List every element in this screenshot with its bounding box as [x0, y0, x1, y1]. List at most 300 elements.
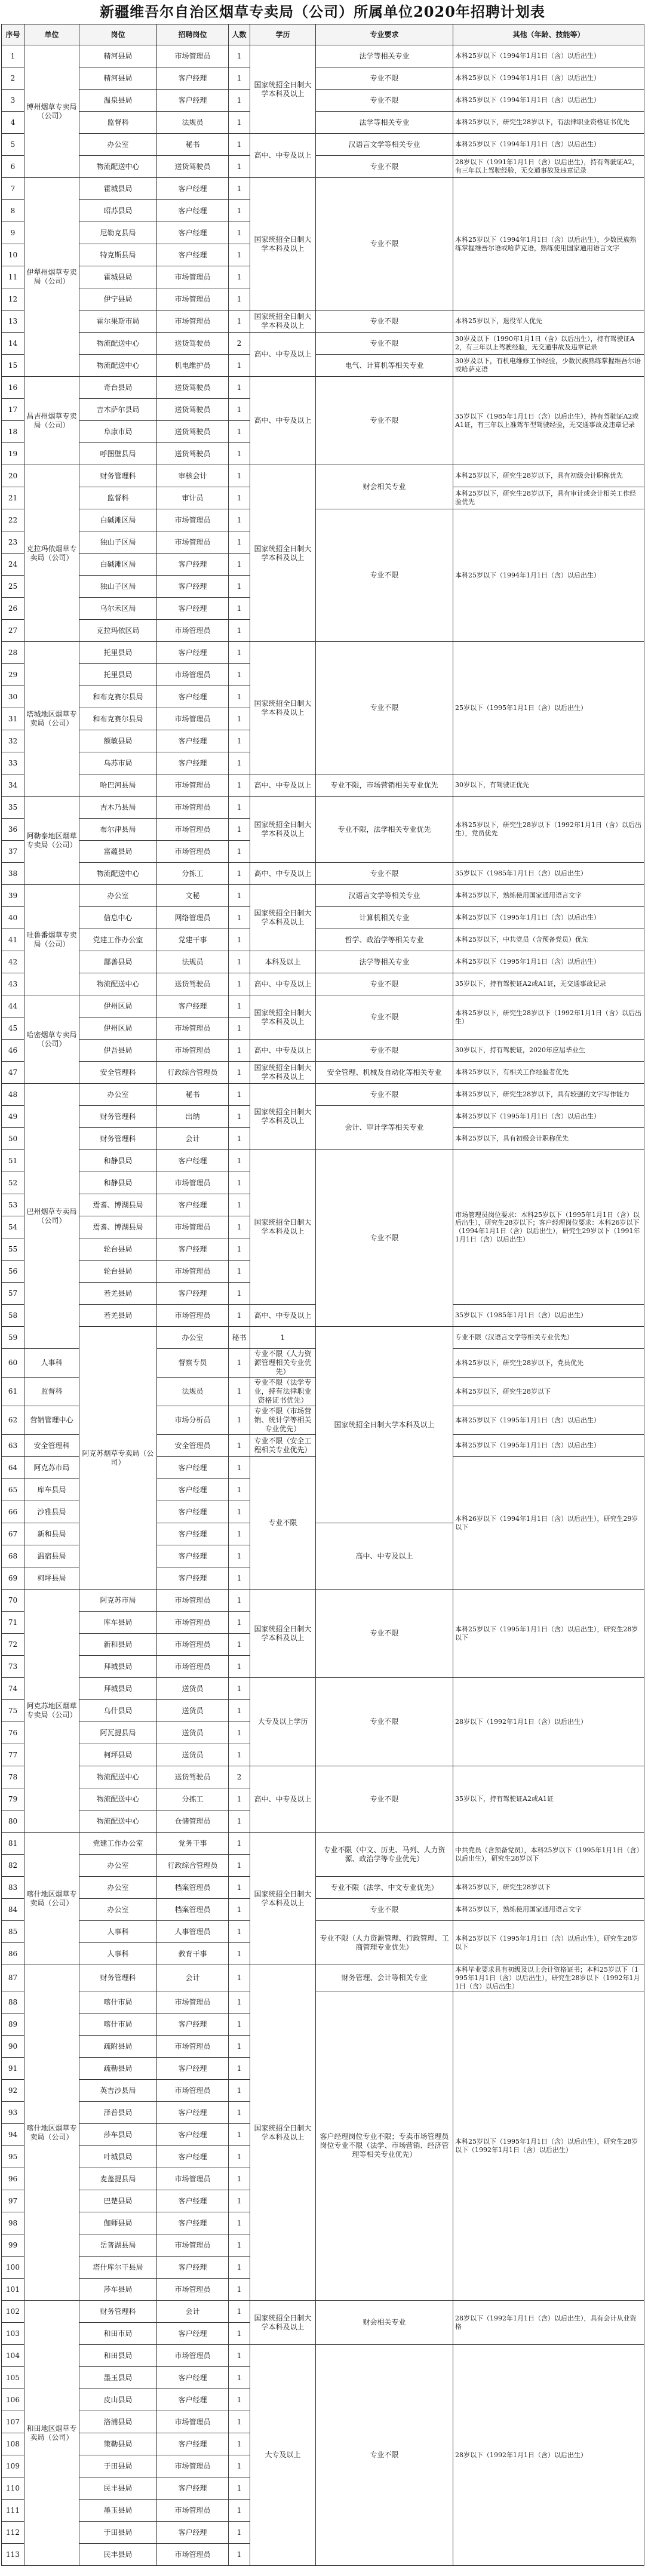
- cell-num: 1: [229, 1378, 250, 1406]
- cell-job: 客户经理: [157, 2212, 229, 2234]
- cell-num: 1: [229, 443, 250, 465]
- cell-post: 额敏县局: [79, 730, 157, 752]
- header-num: 人数: [229, 24, 250, 45]
- table-row: [2, 995, 644, 1018]
- cell-post: 喀什市局: [79, 2014, 157, 2036]
- table-row: [2, 45, 644, 67]
- cell-job: 客户经理: [157, 1567, 229, 1590]
- cell-seq: 5: [2, 134, 24, 156]
- cell-job: 网络管理员: [157, 907, 229, 929]
- cell-num: 1: [229, 1283, 250, 1305]
- cell-job: 客户经理: [157, 244, 229, 266]
- cell-post: 阜康市局: [79, 421, 157, 443]
- cell-job: 安全管理员: [157, 1435, 229, 1457]
- cell-post: 岳普湖县局: [79, 2234, 157, 2257]
- cell-major: 专业不限（中文、历史、马列、人力资源、政治学等专业优先）: [316, 1833, 453, 1877]
- cell-post: 和田县局: [79, 2345, 157, 2367]
- cell-post: 财务管理科: [79, 465, 157, 487]
- cell-edu: 高中、中专及以上: [250, 973, 316, 995]
- cell-major: 专业不限: [316, 1678, 453, 1766]
- table-row: [2, 509, 644, 531]
- cell-num: 1: [229, 2279, 250, 2301]
- cell-seq: 92: [2, 2080, 24, 2102]
- cell-edu: 国家统招全日制大学本科及以上: [250, 885, 316, 951]
- cell-num: 1: [229, 973, 250, 995]
- cell-job: 办公室: [157, 1327, 229, 1349]
- page-title: 新疆维吾尔自治区烟草专卖局（公司）所属单位2020年招聘计划表: [100, 3, 545, 20]
- cell-job: 客户经理: [157, 686, 229, 708]
- cell-num: 1: [229, 355, 250, 377]
- cell-seq: 23: [2, 531, 24, 554]
- cell-seq: 29: [2, 664, 24, 686]
- cell-num: 1: [229, 1062, 250, 1084]
- cell-num: 1: [229, 2477, 250, 2500]
- cell-edu: 国家统招全日制大学本科及以上: [250, 1590, 316, 1678]
- cell-other: 中共党员（含预备党员），本科25岁以下（1995年1月1日（含）以后出生），研究生28岁以下: [453, 1833, 644, 1877]
- table-row: [2, 465, 644, 487]
- cell-major: 专业不限: [316, 1150, 453, 1327]
- table-body: [2, 45, 644, 2566]
- cell-num: 1: [229, 2455, 250, 2477]
- cell-num: 1: [229, 421, 250, 443]
- header-unit: 单位: [24, 24, 79, 45]
- cell-other: 本科25岁以下（1995年1月1日（含）以后出生）: [453, 951, 644, 973]
- cell-num: 1: [229, 1545, 250, 1567]
- cell-job: 客户经理: [157, 554, 229, 576]
- cell-major: 财会相关专业: [316, 2301, 453, 2345]
- cell-num: 1: [229, 752, 250, 774]
- cell-num: 1: [229, 1877, 250, 1899]
- cell-seq: 2: [2, 67, 24, 90]
- cell-seq: 19: [2, 443, 24, 465]
- cell-other: 本科25岁以下（1995年1月1日（含）以后出生）: [453, 1106, 644, 1128]
- cell-other: 28岁以下（1991年1月1日（含）以后出生），持有驾驶证A2，有三年以上驾驶经验，无交通事故及违章记录: [453, 156, 644, 178]
- table-row: [2, 355, 644, 377]
- cell-post: 伽师县局: [79, 2212, 157, 2234]
- cell-unit: 喀什地区烟草专卖局（公司）: [24, 1833, 79, 1965]
- cell-seq: 53: [2, 1194, 24, 1216]
- cell-seq: 25: [2, 576, 24, 598]
- cell-seq: 85: [2, 1921, 24, 1943]
- cell-job: 客户经理: [157, 1457, 229, 1479]
- cell-num: 1: [229, 2036, 250, 2058]
- cell-post: 物流配送中心: [79, 1810, 157, 1833]
- cell-post: 白碱滩区局: [79, 509, 157, 531]
- cell-seq: 69: [2, 1567, 24, 1590]
- cell-post: 安全管理科: [79, 1062, 157, 1084]
- cell-edu: 大专及以上学历: [250, 1678, 316, 1766]
- cell-num: 1: [229, 2234, 250, 2257]
- cell-num: 1: [229, 1501, 250, 1523]
- cell-job: 送货驾驶员: [157, 377, 229, 399]
- cell-major: 专业不限: [316, 377, 453, 465]
- cell-seq: 50: [2, 1128, 24, 1150]
- cell-seq: 91: [2, 2058, 24, 2080]
- cell-job: 客户经理: [157, 642, 229, 664]
- table-row: [2, 1678, 644, 1700]
- cell-num: 1: [229, 642, 250, 664]
- cell-job: 送货驾驶员: [157, 1766, 229, 1788]
- cell-job: 客户经理: [157, 1545, 229, 1567]
- cell-num: 1: [229, 2500, 250, 2522]
- cell-job: 送货驾驶员: [157, 399, 229, 421]
- cell-edu: 国家统招全日制大学本科及以上: [250, 1084, 316, 1150]
- cell-other: 本科25岁以下（1994年1月1日（含）以后出生）: [453, 90, 644, 112]
- cell-post: 乌什县局: [79, 1700, 157, 1722]
- table-row: [2, 67, 644, 90]
- cell-num: 1: [229, 1744, 250, 1766]
- cell-seq: 72: [2, 1634, 24, 1656]
- table-row: [2, 156, 644, 178]
- cell-post: 财务管理科: [79, 1965, 157, 1991]
- table-row: [2, 134, 644, 156]
- cell-edu: 高中、中专及以上: [250, 377, 316, 465]
- cell-num: 1: [229, 951, 250, 973]
- cell-job: 客户经理: [157, 2146, 229, 2168]
- cell-edu: 国家统招全日制大学本科及以上: [250, 311, 316, 333]
- cell-unit: 阿克苏市局: [24, 1457, 79, 1479]
- cell-job: 送货员: [157, 1722, 229, 1744]
- cell-post: 监督科: [79, 487, 157, 509]
- cell-seq: 14: [2, 333, 24, 355]
- cell-post: 财务管理科: [79, 2301, 157, 2323]
- cell-edu: 专业不限: [250, 1457, 316, 1590]
- cell-job: 分拣工: [157, 1788, 229, 1810]
- cell-post: 富蕴县局: [79, 841, 157, 863]
- cell-num: 1: [229, 1965, 250, 1991]
- cell-post: 乌尔禾区局: [79, 598, 157, 620]
- cell-post: 昭苏县局: [79, 200, 157, 222]
- cell-num: 1: [229, 1567, 250, 1590]
- cell-num: 1: [229, 1700, 250, 1722]
- cell-post: 若羌县局: [79, 1283, 157, 1305]
- cell-num: 1: [229, 2102, 250, 2124]
- cell-post: 呼图壁县局: [79, 443, 157, 465]
- cell-num: 1: [229, 1194, 250, 1216]
- cell-other: 35岁以下（1985年1月1日（含）以后出生），持有驾驶证A2或A1证，有三年以上准驾车型驾驶经验，无交通事故及违章记录: [453, 377, 644, 465]
- cell-num: 1: [229, 929, 250, 951]
- cell-num: 1: [229, 1855, 250, 1877]
- table-row: [2, 112, 644, 134]
- cell-num: 1: [229, 1406, 250, 1435]
- cell-num: 1: [229, 2345, 250, 2367]
- cell-post: 物流配送中心: [79, 333, 157, 355]
- cell-seq: 7: [2, 178, 24, 200]
- cell-num: 1: [229, 1435, 250, 1457]
- cell-num: 1: [229, 1991, 250, 2014]
- cell-post: 办公室: [79, 1899, 157, 1921]
- cell-num: 1: [229, 156, 250, 178]
- cell-seq: 18: [2, 421, 24, 443]
- cell-edu: 高中、中专及以上: [250, 863, 316, 885]
- cell-num: 1: [229, 907, 250, 929]
- cell-other: 本科25岁以下，研究生28岁以下: [453, 1877, 644, 1899]
- cell-num: 1: [229, 841, 250, 863]
- cell-post: 办公室: [79, 134, 157, 156]
- cell-job: 市场管理员: [157, 2455, 229, 2477]
- cell-seq: 35: [2, 797, 24, 819]
- cell-seq: 31: [2, 708, 24, 730]
- cell-unit: 巴州烟草专卖局（公司）: [24, 1084, 79, 1349]
- cell-seq: 58: [2, 1305, 24, 1327]
- cell-seq: 36: [2, 819, 24, 841]
- cell-num: 1: [229, 311, 250, 333]
- cell-unit: 吐鲁番烟草专卖局（公司）: [24, 885, 79, 995]
- cell-major: 专业不限: [316, 311, 453, 333]
- cell-post: 莎车县局: [79, 2279, 157, 2301]
- cell-post: 轮台县局: [79, 1238, 157, 1261]
- cell-post: 精河县局: [79, 45, 157, 67]
- header-seq: 序号: [2, 24, 24, 45]
- cell-other: 本科25岁以下（1995年1月1日（含）以后出生）: [453, 907, 644, 929]
- cell-post: 哈巴河县局: [79, 774, 157, 797]
- cell-seq: 8: [2, 200, 24, 222]
- cell-major: 法学等相关专业: [316, 951, 453, 973]
- cell-num: 1: [229, 1678, 250, 1700]
- cell-num: 1: [229, 1634, 250, 1656]
- cell-edu: 高中、中专及以上: [250, 134, 316, 178]
- cell-num: 1: [229, 2301, 250, 2323]
- table-row: [2, 885, 644, 907]
- cell-post: 库车县局: [79, 1612, 157, 1634]
- cell-other: 本科25岁以下，研究生28岁以下，有法律职业资格证书优先: [453, 112, 644, 134]
- cell-post: 白碱滩区局: [79, 554, 157, 576]
- cell-seq: 15: [2, 355, 24, 377]
- table-row: [2, 1899, 644, 1921]
- cell-seq: 9: [2, 222, 24, 244]
- cell-seq: 32: [2, 730, 24, 752]
- cell-post: 皮山县局: [79, 2389, 157, 2411]
- cell-num: 1: [229, 112, 250, 134]
- cell-seq: 97: [2, 2190, 24, 2212]
- cell-major: 财务管理、会计等相关专业: [316, 1965, 453, 1991]
- cell-other: 30岁及以下，有机电维修工作经验，少数民族熟练掌握维吾尔语或哈萨克语: [453, 355, 644, 377]
- cell-other: 专业不限（汉语言文学等相关专业优先）: [453, 1327, 644, 1349]
- cell-seq: 79: [2, 1788, 24, 1810]
- cell-num: 1: [229, 554, 250, 576]
- cell-major: 安全管理、机械及自动化等相关专业: [316, 1062, 453, 1084]
- cell-job: 客户经理: [157, 67, 229, 90]
- cell-major: 专业不限: [316, 973, 453, 995]
- cell-num: 1: [229, 1305, 250, 1327]
- cell-post: 伊州区局: [79, 1018, 157, 1040]
- cell-post: 办公室: [79, 1855, 157, 1877]
- cell-num: 1: [229, 2014, 250, 2036]
- cell-edu: 国家统招全日制大学本科及以上: [250, 465, 316, 642]
- cell-unit: 塔城地区烟草专卖局（公司）: [24, 642, 79, 797]
- cell-num: 1: [229, 222, 250, 244]
- cell-num: 1: [229, 774, 250, 797]
- cell-job: 市场管理员: [157, 1590, 229, 1612]
- cell-job: 行政综合管理员: [157, 1855, 229, 1877]
- cell-post: 塔什库尔干县局: [79, 2257, 157, 2279]
- cell-job: 市场管理员: [157, 841, 229, 863]
- cell-major: 专业不限，法学相关专业优先: [316, 797, 453, 863]
- cell-post: 霍城县局: [79, 266, 157, 288]
- cell-seq: 33: [2, 752, 24, 774]
- cell-num: 1: [229, 2058, 250, 2080]
- cell-num: 1: [229, 708, 250, 730]
- cell-job: 客户经理: [157, 730, 229, 752]
- cell-other: 本科25岁以下，研究生28岁以下（1992年1月1日（含）以后出生）: [453, 995, 644, 1040]
- cell-seq: 34: [2, 774, 24, 797]
- cell-seq: 41: [2, 929, 24, 951]
- cell-seq: 42: [2, 951, 24, 973]
- cell-job: 法规员: [157, 951, 229, 973]
- cell-seq: 99: [2, 2234, 24, 2257]
- table-row: [2, 1590, 644, 1612]
- cell-post: 伊宁县局: [79, 288, 157, 311]
- cell-job: 会计: [157, 1965, 229, 1991]
- cell-unit: 温宿县局: [24, 1545, 79, 1567]
- cell-other: 本科25岁以下，研究生28岁以下，具有较强的文字写作能力: [453, 1084, 644, 1106]
- cell-other: 28岁以下（1992年1月1日（含）以后出生），具有会计从业资格: [453, 2301, 644, 2345]
- cell-seq: 57: [2, 1283, 24, 1305]
- cell-seq: 52: [2, 1172, 24, 1194]
- cell-job: 客户经理: [157, 1523, 229, 1545]
- cell-seq: 105: [2, 2367, 24, 2389]
- header-major: 专业要求: [316, 24, 453, 45]
- cell-post: 焉耆、博湖县局: [79, 1194, 157, 1216]
- cell-other: 本科25岁以下，熟练使用国家通用语言文字: [453, 885, 644, 907]
- cell-seq: 113: [2, 2544, 24, 2566]
- cell-edu: 国家统招全日制大学本科及以上: [250, 642, 316, 774]
- cell-seq: 95: [2, 2146, 24, 2168]
- cell-other: 35岁以下（1985年1月1日（含）以后出生）: [453, 863, 644, 885]
- table-header: [2, 24, 644, 45]
- table-row: [2, 1766, 644, 1788]
- cell-seq: 109: [2, 2455, 24, 2477]
- cell-job: 市场管理员: [157, 311, 229, 333]
- cell-num: 1: [229, 1833, 250, 1855]
- cell-job: 客户经理: [157, 1150, 229, 1172]
- cell-unit: 沙雅县局: [24, 1501, 79, 1523]
- cell-edu: 国家统招全日制大学本科及以上: [250, 1062, 316, 1084]
- cell-job: 档案管理员: [157, 1877, 229, 1899]
- cell-major: 专业不限: [316, 1899, 453, 1921]
- cell-seq: 84: [2, 1899, 24, 1921]
- cell-num: 1: [229, 2367, 250, 2389]
- cell-job: 市场管理员: [157, 2168, 229, 2190]
- cell-edu: 高中、中专及以上: [250, 1305, 316, 1327]
- cell-edu: 国家统招全日制大学本科及以上: [250, 178, 316, 311]
- cell-num: 1: [229, 730, 250, 752]
- cell-major: 会计、审计学等相关专业: [316, 1106, 453, 1150]
- cell-num: 1: [229, 2323, 250, 2345]
- cell-major: 专业不限: [316, 2345, 453, 2566]
- cell-num: 1: [229, 1788, 250, 1810]
- table-row: [2, 178, 644, 200]
- cell-num: 1: [229, 1349, 250, 1378]
- cell-seq: 37: [2, 841, 24, 863]
- cell-seq: 96: [2, 2168, 24, 2190]
- cell-other: 本科25岁以下，有相关工作经验者优先: [453, 1062, 644, 1084]
- cell-job: 市场管理员: [157, 664, 229, 686]
- cell-job: 市场管理员: [157, 1634, 229, 1656]
- cell-other: 本科25岁以下（1994年1月1日（含）以后出生），少数民族熟练掌握维吾尔语或哈萨克语，熟练使用国家通用语言文字: [453, 178, 644, 311]
- cell-other: 本科25岁以下（1995年1月1日（含）以后出生），研究生28岁以下（1992年1月1日（含）以后出生）: [453, 1991, 644, 2301]
- cell-job: 行政综合管理员: [157, 1062, 229, 1084]
- cell-seq: 39: [2, 885, 24, 907]
- cell-job: 分拣工: [157, 863, 229, 885]
- cell-num: 1: [229, 509, 250, 531]
- cell-num: 1: [229, 377, 250, 399]
- cell-job: 客户经理: [157, 90, 229, 112]
- cell-seq: 38: [2, 863, 24, 885]
- cell-post: 民丰县局: [79, 2544, 157, 2566]
- cell-post: 奇台县局: [79, 377, 157, 399]
- cell-job: 市场管理员: [157, 509, 229, 531]
- table-row: [2, 377, 644, 399]
- table-row: [2, 973, 644, 995]
- cell-major: 国家统招全日制大学本科及以上: [316, 1327, 453, 1523]
- cell-edu: 国家统招全日制大学本科及以上: [250, 995, 316, 1040]
- cell-num: 1: [229, 2080, 250, 2102]
- cell-post: 财务管理科: [79, 1106, 157, 1128]
- cell-seq: 100: [2, 2257, 24, 2279]
- cell-post: 托里县局: [79, 642, 157, 664]
- cell-seq: 44: [2, 995, 24, 1018]
- cell-job: 机电维护员: [157, 355, 229, 377]
- cell-other: 30岁及以下（1990年1月1日（含）以后出生），持有驾驶证A2，有三年以上驾驶经验，无交通事故及违章记录: [453, 333, 644, 355]
- cell-edu: 高中、中专及以上: [250, 774, 316, 797]
- cell-major: 专业不限: [316, 156, 453, 178]
- cell-job: 秘书: [157, 1084, 229, 1106]
- table-row: [2, 333, 644, 355]
- cell-seq: 77: [2, 1744, 24, 1766]
- cell-major: 专业不限: [316, 1766, 453, 1833]
- cell-post: 伊吾县局: [79, 1040, 157, 1062]
- cell-other: 本科25岁以下（1995年1月1日（含）以后出生）: [453, 1406, 644, 1435]
- cell-post: 霍尔果斯市局: [79, 311, 157, 333]
- cell-job: 市场管理员: [157, 1261, 229, 1283]
- cell-num: 1: [229, 2146, 250, 2168]
- cell-job: 市场分析员: [157, 1406, 229, 1435]
- cell-edu: 本科及以上: [250, 951, 316, 973]
- cell-seq: 108: [2, 2433, 24, 2455]
- cell-seq: 30: [2, 686, 24, 708]
- cell-job: 客户经理: [157, 2389, 229, 2411]
- cell-post: 和布克赛尔县局: [79, 708, 157, 730]
- cell-job: 客户经理: [157, 222, 229, 244]
- cell-job: 文秘: [157, 885, 229, 907]
- cell-seq: 28: [2, 642, 24, 664]
- cell-other: 30岁以下，持有驾驶证，2020年应届毕业生: [453, 1040, 644, 1062]
- cell-job: 市场管理员: [157, 774, 229, 797]
- cell-job: 客户经理: [157, 2433, 229, 2455]
- cell-post: 鄯善县局: [79, 951, 157, 973]
- cell-job: 仓储管理员: [157, 1810, 229, 1833]
- cell-major: 计算机相关专业: [316, 907, 453, 929]
- cell-post: 墨玉县局: [79, 2500, 157, 2522]
- cell-post: 独山子区局: [79, 576, 157, 598]
- cell-job: 市场管理员: [157, 1305, 229, 1327]
- cell-num: 1: [229, 1150, 250, 1172]
- table-row: [2, 2301, 644, 2323]
- cell-job: 档案管理员: [157, 1899, 229, 1921]
- cell-job: 会计: [157, 1128, 229, 1150]
- cell-seq: 46: [2, 1040, 24, 1062]
- cell-job: 客户经理: [157, 2190, 229, 2212]
- cell-job: 送货员: [157, 1700, 229, 1722]
- cell-post: 吉木乃县局: [79, 797, 157, 819]
- cell-seq: 82: [2, 1855, 24, 1877]
- cell-job: 客户经理: [157, 2014, 229, 2036]
- cell-post: 党建工作办公室: [79, 929, 157, 951]
- cell-job: 审核会计: [157, 465, 229, 487]
- cell-major: 专业不限: [316, 1040, 453, 1062]
- header-post: 岗位: [79, 24, 157, 45]
